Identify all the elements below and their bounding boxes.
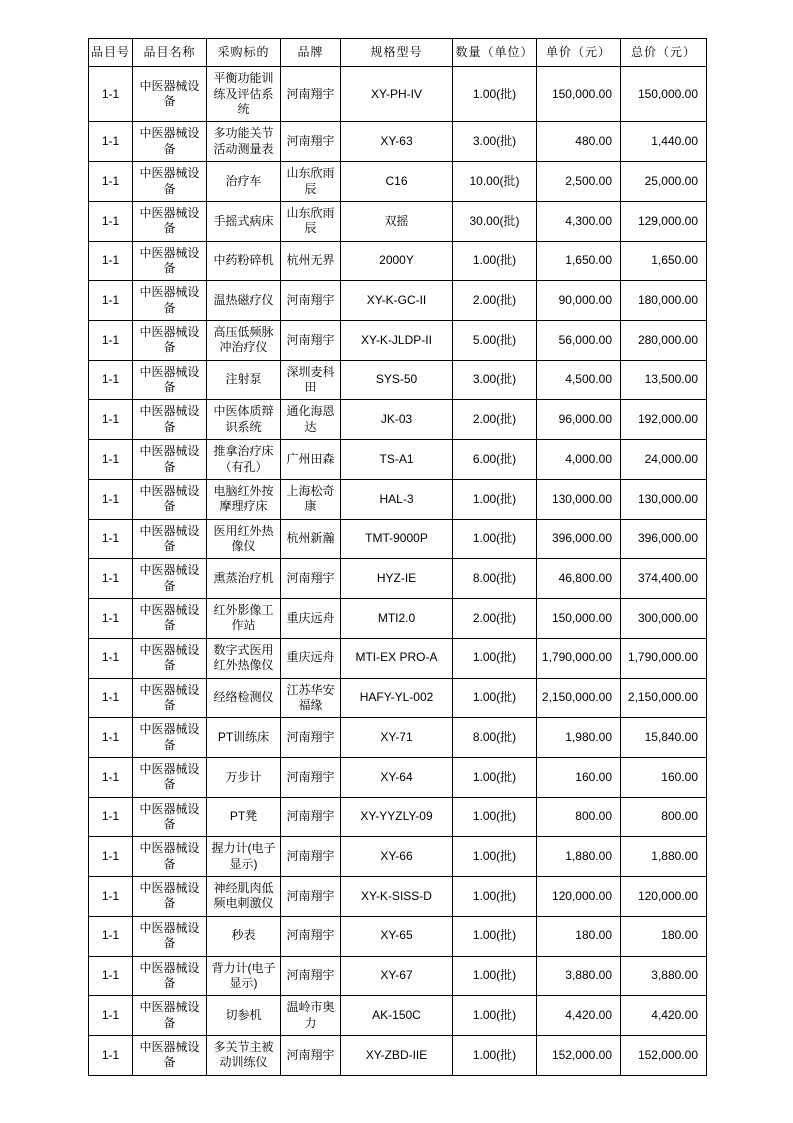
cell-total_price: 800.00 xyxy=(621,797,707,837)
cell-model: HYZ-IE xyxy=(341,559,453,599)
cell-brand: 河南翔宇 xyxy=(281,837,341,877)
cell-target: 熏蒸治疗机 xyxy=(207,559,281,599)
cell-total_price: 1,880.00 xyxy=(621,837,707,877)
cell-unit_price: 480.00 xyxy=(537,122,621,162)
table-row xyxy=(89,718,707,758)
cell-model: XY-ZBD-IIE xyxy=(341,1035,453,1075)
cell-quantity: 1.00(批) xyxy=(453,757,537,797)
cell-total_price: 180.00 xyxy=(621,916,707,956)
table-row xyxy=(89,837,707,877)
cell-quantity: 1.00(批) xyxy=(453,797,537,837)
cell-quantity: 2.00(批) xyxy=(453,281,537,321)
cell-total_price: 280,000.00 xyxy=(621,321,707,361)
table-row xyxy=(89,956,707,996)
cell-total_price: 129,000.00 xyxy=(621,201,707,241)
cell-item_no: 1-1 xyxy=(89,797,133,837)
cell-item_no: 1-1 xyxy=(89,718,133,758)
column-header-item_name: 品目名称 xyxy=(133,39,207,67)
cell-unit_price: 4,420.00 xyxy=(537,996,621,1036)
cell-item_no: 1-1 xyxy=(89,996,133,1036)
cell-quantity: 1.00(批) xyxy=(453,519,537,559)
cell-quantity: 2.00(批) xyxy=(453,400,537,440)
cell-item_name: 中医器械设备 xyxy=(133,1035,207,1075)
table-row xyxy=(89,916,707,956)
table-row xyxy=(89,201,707,241)
cell-target: 多功能关节活动测量表 xyxy=(207,122,281,162)
table-row xyxy=(89,797,707,837)
cell-target: 握力计(电子显示) xyxy=(207,837,281,877)
cell-item_name: 中医器械设备 xyxy=(133,797,207,837)
cell-target: PT凳 xyxy=(207,797,281,837)
cell-unit_price: 180.00 xyxy=(537,916,621,956)
table-row xyxy=(89,321,707,361)
cell-brand: 河南翔宇 xyxy=(281,718,341,758)
cell-item_no: 1-1 xyxy=(89,757,133,797)
cell-brand: 河南翔宇 xyxy=(281,321,341,361)
cell-brand: 杭州无界 xyxy=(281,241,341,281)
cell-item_no: 1-1 xyxy=(89,519,133,559)
table-row xyxy=(89,440,707,480)
cell-model: XY-K-JLDP-II xyxy=(341,321,453,361)
table-row xyxy=(89,678,707,718)
cell-model: XY-64 xyxy=(341,757,453,797)
cell-model: MTI-EX PRO-A xyxy=(341,638,453,678)
cell-target: 高压低频脉冲治疗仪 xyxy=(207,321,281,361)
table-header-row xyxy=(89,39,707,67)
table-row xyxy=(89,599,707,639)
cell-unit_price: 46,800.00 xyxy=(537,559,621,599)
cell-target: 医用红外热像仪 xyxy=(207,519,281,559)
cell-quantity: 2.00(批) xyxy=(453,599,537,639)
cell-item_name: 中医器械设备 xyxy=(133,201,207,241)
cell-total_price: 130,000.00 xyxy=(621,479,707,519)
cell-unit_price: 150,000.00 xyxy=(537,67,621,122)
cell-brand: 杭州新瀚 xyxy=(281,519,341,559)
cell-item_no: 1-1 xyxy=(89,201,133,241)
cell-item_name: 中医器械设备 xyxy=(133,877,207,917)
table-row xyxy=(89,241,707,281)
cell-item_no: 1-1 xyxy=(89,162,133,202)
cell-model: XY-63 xyxy=(341,122,453,162)
cell-total_price: 160.00 xyxy=(621,757,707,797)
cell-total_price: 396,000.00 xyxy=(621,519,707,559)
table-row xyxy=(89,479,707,519)
cell-total_price: 15,840.00 xyxy=(621,718,707,758)
cell-unit_price: 800.00 xyxy=(537,797,621,837)
cell-brand: 江苏华安福缘 xyxy=(281,678,341,718)
cell-total_price: 3,880.00 xyxy=(621,956,707,996)
cell-brand: 河南翔宇 xyxy=(281,281,341,321)
cell-unit_price: 160.00 xyxy=(537,757,621,797)
cell-item_no: 1-1 xyxy=(89,400,133,440)
cell-item_name: 中医器械设备 xyxy=(133,440,207,480)
cell-item_name: 中医器械设备 xyxy=(133,757,207,797)
cell-brand: 河南翔宇 xyxy=(281,559,341,599)
cell-brand: 重庆远舟 xyxy=(281,599,341,639)
cell-model: 双摇 xyxy=(341,201,453,241)
cell-target: 万步计 xyxy=(207,757,281,797)
cell-item_name: 中医器械设备 xyxy=(133,718,207,758)
cell-brand: 深圳麦科田 xyxy=(281,360,341,400)
cell-model: XY-PH-IV xyxy=(341,67,453,122)
cell-unit_price: 1,880.00 xyxy=(537,837,621,877)
cell-model: HAFY-YL-002 xyxy=(341,678,453,718)
cell-unit_price: 2,150,000.00 xyxy=(537,678,621,718)
cell-target: 红外影像工作站 xyxy=(207,599,281,639)
cell-unit_price: 152,000.00 xyxy=(537,1035,621,1075)
table-row xyxy=(89,757,707,797)
column-header-quantity: 数量（单位） xyxy=(453,39,537,67)
cell-item_name: 中医器械设备 xyxy=(133,599,207,639)
cell-target: 秒表 xyxy=(207,916,281,956)
cell-target: 平衡功能训练及评估系统 xyxy=(207,67,281,122)
cell-model: XY-K-GC-II xyxy=(341,281,453,321)
table-row xyxy=(89,1035,707,1075)
column-header-item_no: 品目号 xyxy=(89,39,133,67)
column-header-brand: 品牌 xyxy=(281,39,341,67)
cell-model: SYS-50 xyxy=(341,360,453,400)
cell-quantity: 1.00(批) xyxy=(453,1035,537,1075)
cell-brand: 山东欣雨辰 xyxy=(281,201,341,241)
cell-unit_price: 120,000.00 xyxy=(537,877,621,917)
cell-unit_price: 96,000.00 xyxy=(537,400,621,440)
cell-quantity: 1.00(批) xyxy=(453,916,537,956)
cell-total_price: 152,000.00 xyxy=(621,1035,707,1075)
cell-target: 电脑红外按摩理疗床 xyxy=(207,479,281,519)
cell-unit_price: 90,000.00 xyxy=(537,281,621,321)
cell-brand: 上海松奇康 xyxy=(281,479,341,519)
cell-target: 切参机 xyxy=(207,996,281,1036)
cell-item_no: 1-1 xyxy=(89,241,133,281)
cell-item_name: 中医器械设备 xyxy=(133,241,207,281)
cell-total_price: 300,000.00 xyxy=(621,599,707,639)
cell-total_price: 374,400.00 xyxy=(621,559,707,599)
cell-brand: 重庆远舟 xyxy=(281,638,341,678)
cell-total_price: 4,420.00 xyxy=(621,996,707,1036)
table-row xyxy=(89,400,707,440)
cell-quantity: 1.00(批) xyxy=(453,479,537,519)
cell-target: 背力计(电子显示) xyxy=(207,956,281,996)
cell-total_price: 120,000.00 xyxy=(621,877,707,917)
cell-unit_price: 4,000.00 xyxy=(537,440,621,480)
cell-total_price: 192,000.00 xyxy=(621,400,707,440)
cell-item_no: 1-1 xyxy=(89,877,133,917)
cell-target: 经络检测仪 xyxy=(207,678,281,718)
cell-quantity: 3.00(批) xyxy=(453,122,537,162)
cell-brand: 河南翔宇 xyxy=(281,1035,341,1075)
table-row xyxy=(89,877,707,917)
table-row xyxy=(89,559,707,599)
cell-model: TMT-9000P xyxy=(341,519,453,559)
cell-unit_price: 3,880.00 xyxy=(537,956,621,996)
cell-total_price: 1,440.00 xyxy=(621,122,707,162)
cell-quantity: 8.00(批) xyxy=(453,559,537,599)
cell-quantity: 1.00(批) xyxy=(453,678,537,718)
table-body xyxy=(89,67,707,1075)
cell-model: XY-YYZLY-09 xyxy=(341,797,453,837)
cell-target: 神经肌肉低频电刺激仪 xyxy=(207,877,281,917)
cell-item_name: 中医器械设备 xyxy=(133,162,207,202)
cell-model: TS-A1 xyxy=(341,440,453,480)
cell-target: 手摇式病床 xyxy=(207,201,281,241)
table-row xyxy=(89,122,707,162)
cell-target: 中药粉碎机 xyxy=(207,241,281,281)
cell-unit_price: 4,500.00 xyxy=(537,360,621,400)
table-row xyxy=(89,281,707,321)
cell-brand: 广州田森 xyxy=(281,440,341,480)
cell-total_price: 1,650.00 xyxy=(621,241,707,281)
cell-unit_price: 2,500.00 xyxy=(537,162,621,202)
cell-unit_price: 56,000.00 xyxy=(537,321,621,361)
cell-brand: 河南翔宇 xyxy=(281,67,341,122)
cell-item_name: 中医器械设备 xyxy=(133,559,207,599)
cell-total_price: 24,000.00 xyxy=(621,440,707,480)
cell-unit_price: 150,000.00 xyxy=(537,599,621,639)
cell-item_no: 1-1 xyxy=(89,281,133,321)
cell-item_name: 中医器械设备 xyxy=(133,479,207,519)
column-header-unit_price: 单价（元） xyxy=(537,39,621,67)
cell-item_no: 1-1 xyxy=(89,440,133,480)
cell-quantity: 1.00(批) xyxy=(453,956,537,996)
cell-quantity: 1.00(批) xyxy=(453,996,537,1036)
table-row xyxy=(89,162,707,202)
table-row xyxy=(89,67,707,122)
cell-quantity: 1.00(批) xyxy=(453,638,537,678)
cell-model: XY-71 xyxy=(341,718,453,758)
cell-total_price: 1,790,000.00 xyxy=(621,638,707,678)
cell-item_name: 中医器械设备 xyxy=(133,321,207,361)
cell-model: MTI2.0 xyxy=(341,599,453,639)
cell-target: 温热磁疗仪 xyxy=(207,281,281,321)
cell-item_name: 中医器械设备 xyxy=(133,519,207,559)
cell-brand: 河南翔宇 xyxy=(281,757,341,797)
cell-target: 推拿治疗床（有孔） xyxy=(207,440,281,480)
cell-item_no: 1-1 xyxy=(89,599,133,639)
cell-item_no: 1-1 xyxy=(89,837,133,877)
cell-total_price: 13,500.00 xyxy=(621,360,707,400)
cell-item_no: 1-1 xyxy=(89,678,133,718)
cell-model: 2000Y xyxy=(341,241,453,281)
cell-quantity: 8.00(批) xyxy=(453,718,537,758)
cell-item_no: 1-1 xyxy=(89,1035,133,1075)
cell-quantity: 6.00(批) xyxy=(453,440,537,480)
cell-unit_price: 1,790,000.00 xyxy=(537,638,621,678)
cell-model: XY-65 xyxy=(341,916,453,956)
column-header-target: 采购标的 xyxy=(207,39,281,67)
cell-item_name: 中医器械设备 xyxy=(133,916,207,956)
cell-quantity: 3.00(批) xyxy=(453,360,537,400)
cell-item_no: 1-1 xyxy=(89,122,133,162)
cell-brand: 河南翔宇 xyxy=(281,877,341,917)
cell-quantity: 30.00(批) xyxy=(453,201,537,241)
cell-item_no: 1-1 xyxy=(89,479,133,519)
cell-item_no: 1-1 xyxy=(89,559,133,599)
cell-model: C16 xyxy=(341,162,453,202)
column-header-total_price: 总价（元） xyxy=(621,39,707,67)
cell-quantity: 10.00(批) xyxy=(453,162,537,202)
table-row xyxy=(89,996,707,1036)
cell-model: HAL-3 xyxy=(341,479,453,519)
cell-item_no: 1-1 xyxy=(89,638,133,678)
cell-brand: 河南翔宇 xyxy=(281,916,341,956)
cell-total_price: 2,150,000.00 xyxy=(621,678,707,718)
cell-quantity: 1.00(批) xyxy=(453,67,537,122)
cell-brand: 通化海恩达 xyxy=(281,400,341,440)
cell-target: 注射泵 xyxy=(207,360,281,400)
cell-model: XY-67 xyxy=(341,956,453,996)
cell-item_name: 中医器械设备 xyxy=(133,281,207,321)
cell-total_price: 180,000.00 xyxy=(621,281,707,321)
cell-model: AK-150C xyxy=(341,996,453,1036)
cell-brand: 温岭市奥力 xyxy=(281,996,341,1036)
cell-target: 中医体质辩识系统 xyxy=(207,400,281,440)
cell-item_name: 中医器械设备 xyxy=(133,996,207,1036)
column-header-model: 规格型号 xyxy=(341,39,453,67)
cell-total_price: 25,000.00 xyxy=(621,162,707,202)
cell-model: XY-66 xyxy=(341,837,453,877)
cell-item_name: 中医器械设备 xyxy=(133,956,207,996)
cell-unit_price: 130,000.00 xyxy=(537,479,621,519)
cell-target: 多关节主被动训练仪 xyxy=(207,1035,281,1075)
cell-item_name: 中医器械设备 xyxy=(133,837,207,877)
cell-item_name: 中医器械设备 xyxy=(133,122,207,162)
cell-item_name: 中医器械设备 xyxy=(133,638,207,678)
cell-item_no: 1-1 xyxy=(89,956,133,996)
cell-brand: 河南翔宇 xyxy=(281,956,341,996)
cell-quantity: 1.00(批) xyxy=(453,837,537,877)
cell-unit_price: 1,980.00 xyxy=(537,718,621,758)
cell-item_no: 1-1 xyxy=(89,67,133,122)
cell-quantity: 1.00(批) xyxy=(453,877,537,917)
cell-target: 数字式医用红外热像仪 xyxy=(207,638,281,678)
cell-brand: 河南翔宇 xyxy=(281,122,341,162)
cell-target: 治疗车 xyxy=(207,162,281,202)
cell-item_no: 1-1 xyxy=(89,321,133,361)
table-row xyxy=(89,519,707,559)
cell-item_no: 1-1 xyxy=(89,916,133,956)
cell-quantity: 5.00(批) xyxy=(453,321,537,361)
cell-item_name: 中医器械设备 xyxy=(133,678,207,718)
procurement-table xyxy=(88,38,707,1076)
cell-item_no: 1-1 xyxy=(89,360,133,400)
cell-item_name: 中医器械设备 xyxy=(133,400,207,440)
cell-total_price: 150,000.00 xyxy=(621,67,707,122)
cell-unit_price: 396,000.00 xyxy=(537,519,621,559)
cell-item_name: 中医器械设备 xyxy=(133,67,207,122)
cell-model: JK-03 xyxy=(341,400,453,440)
cell-item_name: 中医器械设备 xyxy=(133,360,207,400)
cell-brand: 山东欣雨辰 xyxy=(281,162,341,202)
table-row xyxy=(89,638,707,678)
cell-brand: 河南翔宇 xyxy=(281,797,341,837)
cell-unit_price: 1,650.00 xyxy=(537,241,621,281)
cell-model: XY-K-SISS-D xyxy=(341,877,453,917)
cell-quantity: 1.00(批) xyxy=(453,241,537,281)
cell-target: PT训练床 xyxy=(207,718,281,758)
table-row xyxy=(89,360,707,400)
cell-unit_price: 4,300.00 xyxy=(537,201,621,241)
